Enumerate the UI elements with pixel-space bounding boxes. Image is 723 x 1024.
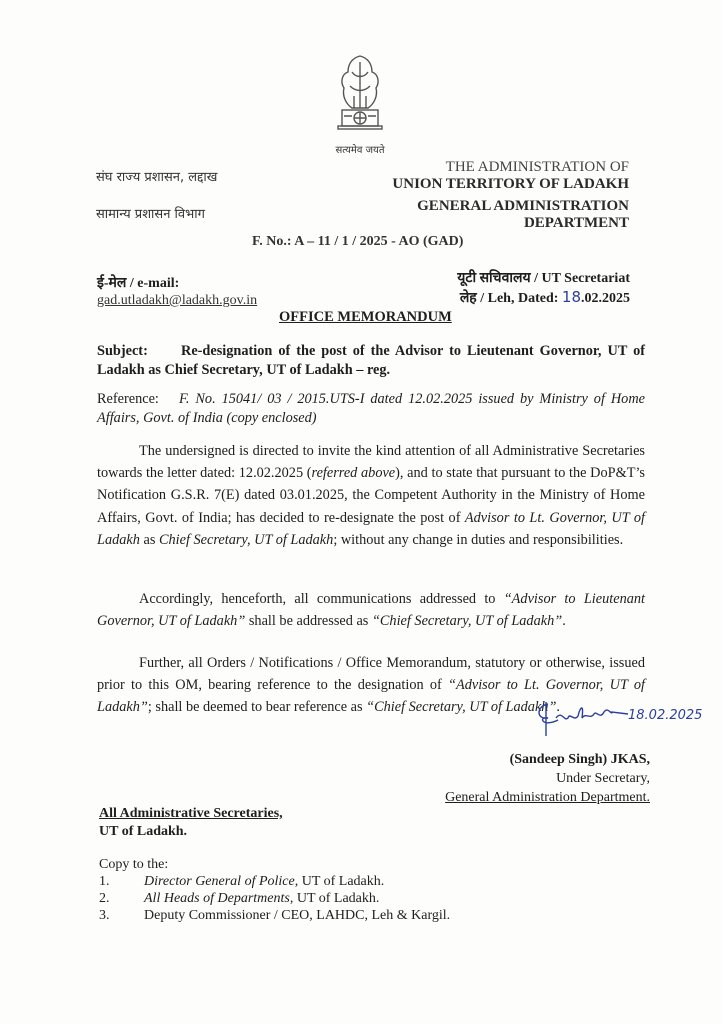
org-line1: THE ADMINISTRATION OF — [445, 159, 629, 175]
place-date-block — [457, 269, 630, 308]
emphasized-text: “Chief Secretary, UT of Ladakh” — [366, 699, 557, 716]
handwritten-signature — [528, 698, 708, 734]
signatory-designation: Under Secretary, — [556, 771, 650, 786]
dept-line2: DEPARTMENT — [523, 215, 629, 231]
emphasized-text: “Chief Secretary, UT of Ladakh” — [371, 613, 563, 630]
org-name — [392, 159, 629, 193]
paragraph-text: Accordingly, henceforth, all communications addressed to — [139, 591, 504, 607]
emphasized-text: “Advisor to Lieutenant Governor, UT of Ladakh” — [97, 591, 645, 630]
email-block — [97, 273, 257, 309]
email-link[interactable]: gad.utladakh@ladakh.gov.in — [97, 293, 258, 308]
secretariat-label: यूटी सचिवालय / UT Secretariat — [457, 271, 630, 286]
item-rest: , UT of Ladakh. — [289, 891, 380, 906]
body-paragraph-2 — [97, 588, 645, 632]
copy-to-item — [99, 873, 450, 890]
emphasized-text: “Advisor to Lt. Governor, UT of Ladakh” — [97, 677, 645, 716]
copy-to-item — [99, 907, 450, 924]
copy-to-item — [99, 890, 450, 907]
hindi-dept-name: सामान्य प्रशासन विभाग — [96, 207, 205, 222]
copy-to-label: Copy to the: — [99, 857, 169, 872]
dated-rest: .02.2025 — [581, 291, 630, 306]
paragraph-text: . — [562, 613, 566, 630]
signatory-department: General Administration Department. — [445, 790, 650, 805]
page-title: OFFICE MEMORANDUM — [279, 309, 452, 325]
item-rest: Deputy Commissioner / CEO, LAHDC, Leh & Kargil. — [144, 908, 451, 923]
lion-capital-icon — [330, 52, 390, 140]
paragraph-text: ; without any change in duties and responsibilities. — [333, 531, 624, 548]
hindi-org-name: संघ राज्य प्रशासन, लद्दाख — [96, 170, 218, 185]
handwritten-day: 18 — [561, 288, 581, 306]
org-line2: UNION TERRITORY OF LADAKH — [392, 176, 629, 192]
dated-line — [457, 288, 630, 308]
subject-text: Re-designation of the post of the Advisor to Lieutenant Governor, UT of Ladakh as Chief Secretary, UT of Ladakh – reg. — [97, 343, 645, 378]
subject — [97, 342, 645, 380]
item-number: 1. — [99, 874, 110, 889]
reference — [97, 390, 645, 428]
paragraph-text: as — [139, 531, 159, 548]
email-label: ई-मेल / e-mail: — [97, 276, 180, 291]
file-number: F. No.: A – 11 / 1 / 2025 - AO (GAD) — [252, 234, 464, 249]
item-number: 3. — [99, 908, 110, 923]
signatory-block — [445, 750, 650, 807]
subject-label: Subject: — [97, 343, 148, 359]
emblem-motto: सत्यमेव जयते — [335, 145, 385, 156]
paragraph-text: ; shall be deemed to bear reference as — [147, 699, 367, 716]
dept-name — [417, 198, 629, 232]
item-recipient: Director General of Police — [144, 874, 295, 889]
dated-label: लेह / Leh, Dated: — [459, 291, 559, 306]
paragraph-text: The undersigned is directed to invite the kind attention of all Administrative Secretaries towards the letter dated: 12.02.2025 ( — [97, 443, 645, 482]
item-recipient: All Heads of Departments — [144, 891, 290, 906]
body-paragraph-1 — [97, 440, 645, 551]
reference-text: F. No. 15041/ 03 / 2015.UTS-I dated 12.02.2025 issued by Ministry of Home Affairs, Govt. of India (copy enclosed) — [97, 391, 645, 426]
paragraph-text: ), and to state that pursuant to the DoP&T’s Notification G.S.R. 7(E) dated 03.01.2025, the Competent Authority in the Ministry of Home Affairs, Govt. of India; has decided to re-designate the post of — [97, 465, 645, 526]
item-rest: , UT of Ladakh. — [294, 874, 385, 889]
addressee-line1: All Administrative Secretaries, — [99, 806, 283, 821]
addressee — [99, 805, 283, 841]
copy-to-list — [99, 856, 450, 924]
paragraph-text: . — [556, 699, 560, 716]
national-emblem — [322, 52, 402, 156]
emphasized-text: Advisor to Lt. Governor, UT of Ladakh — [97, 509, 645, 548]
item-number: 2. — [99, 891, 110, 906]
dept-line1: GENERAL ADMINISTRATION — [417, 198, 629, 214]
signatory-name: (Sandeep Singh) JKAS, — [509, 752, 650, 767]
signature-date: 18.02.2025 — [628, 708, 703, 723]
addressee-line2: UT of Ladakh. — [99, 824, 188, 839]
paragraph-text: shall be addressed as — [245, 613, 372, 630]
emphasized-text: Chief Secretary, UT of Ladakh — [158, 531, 334, 548]
paragraph-text: Further, all Orders / Notifications / Office Memorandum, statutory or otherwise, issued prior to this OM, bearing reference to the designation of — [97, 655, 645, 694]
emphasized-text: referred above — [311, 465, 396, 482]
reference-label: Reference: — [97, 391, 159, 407]
